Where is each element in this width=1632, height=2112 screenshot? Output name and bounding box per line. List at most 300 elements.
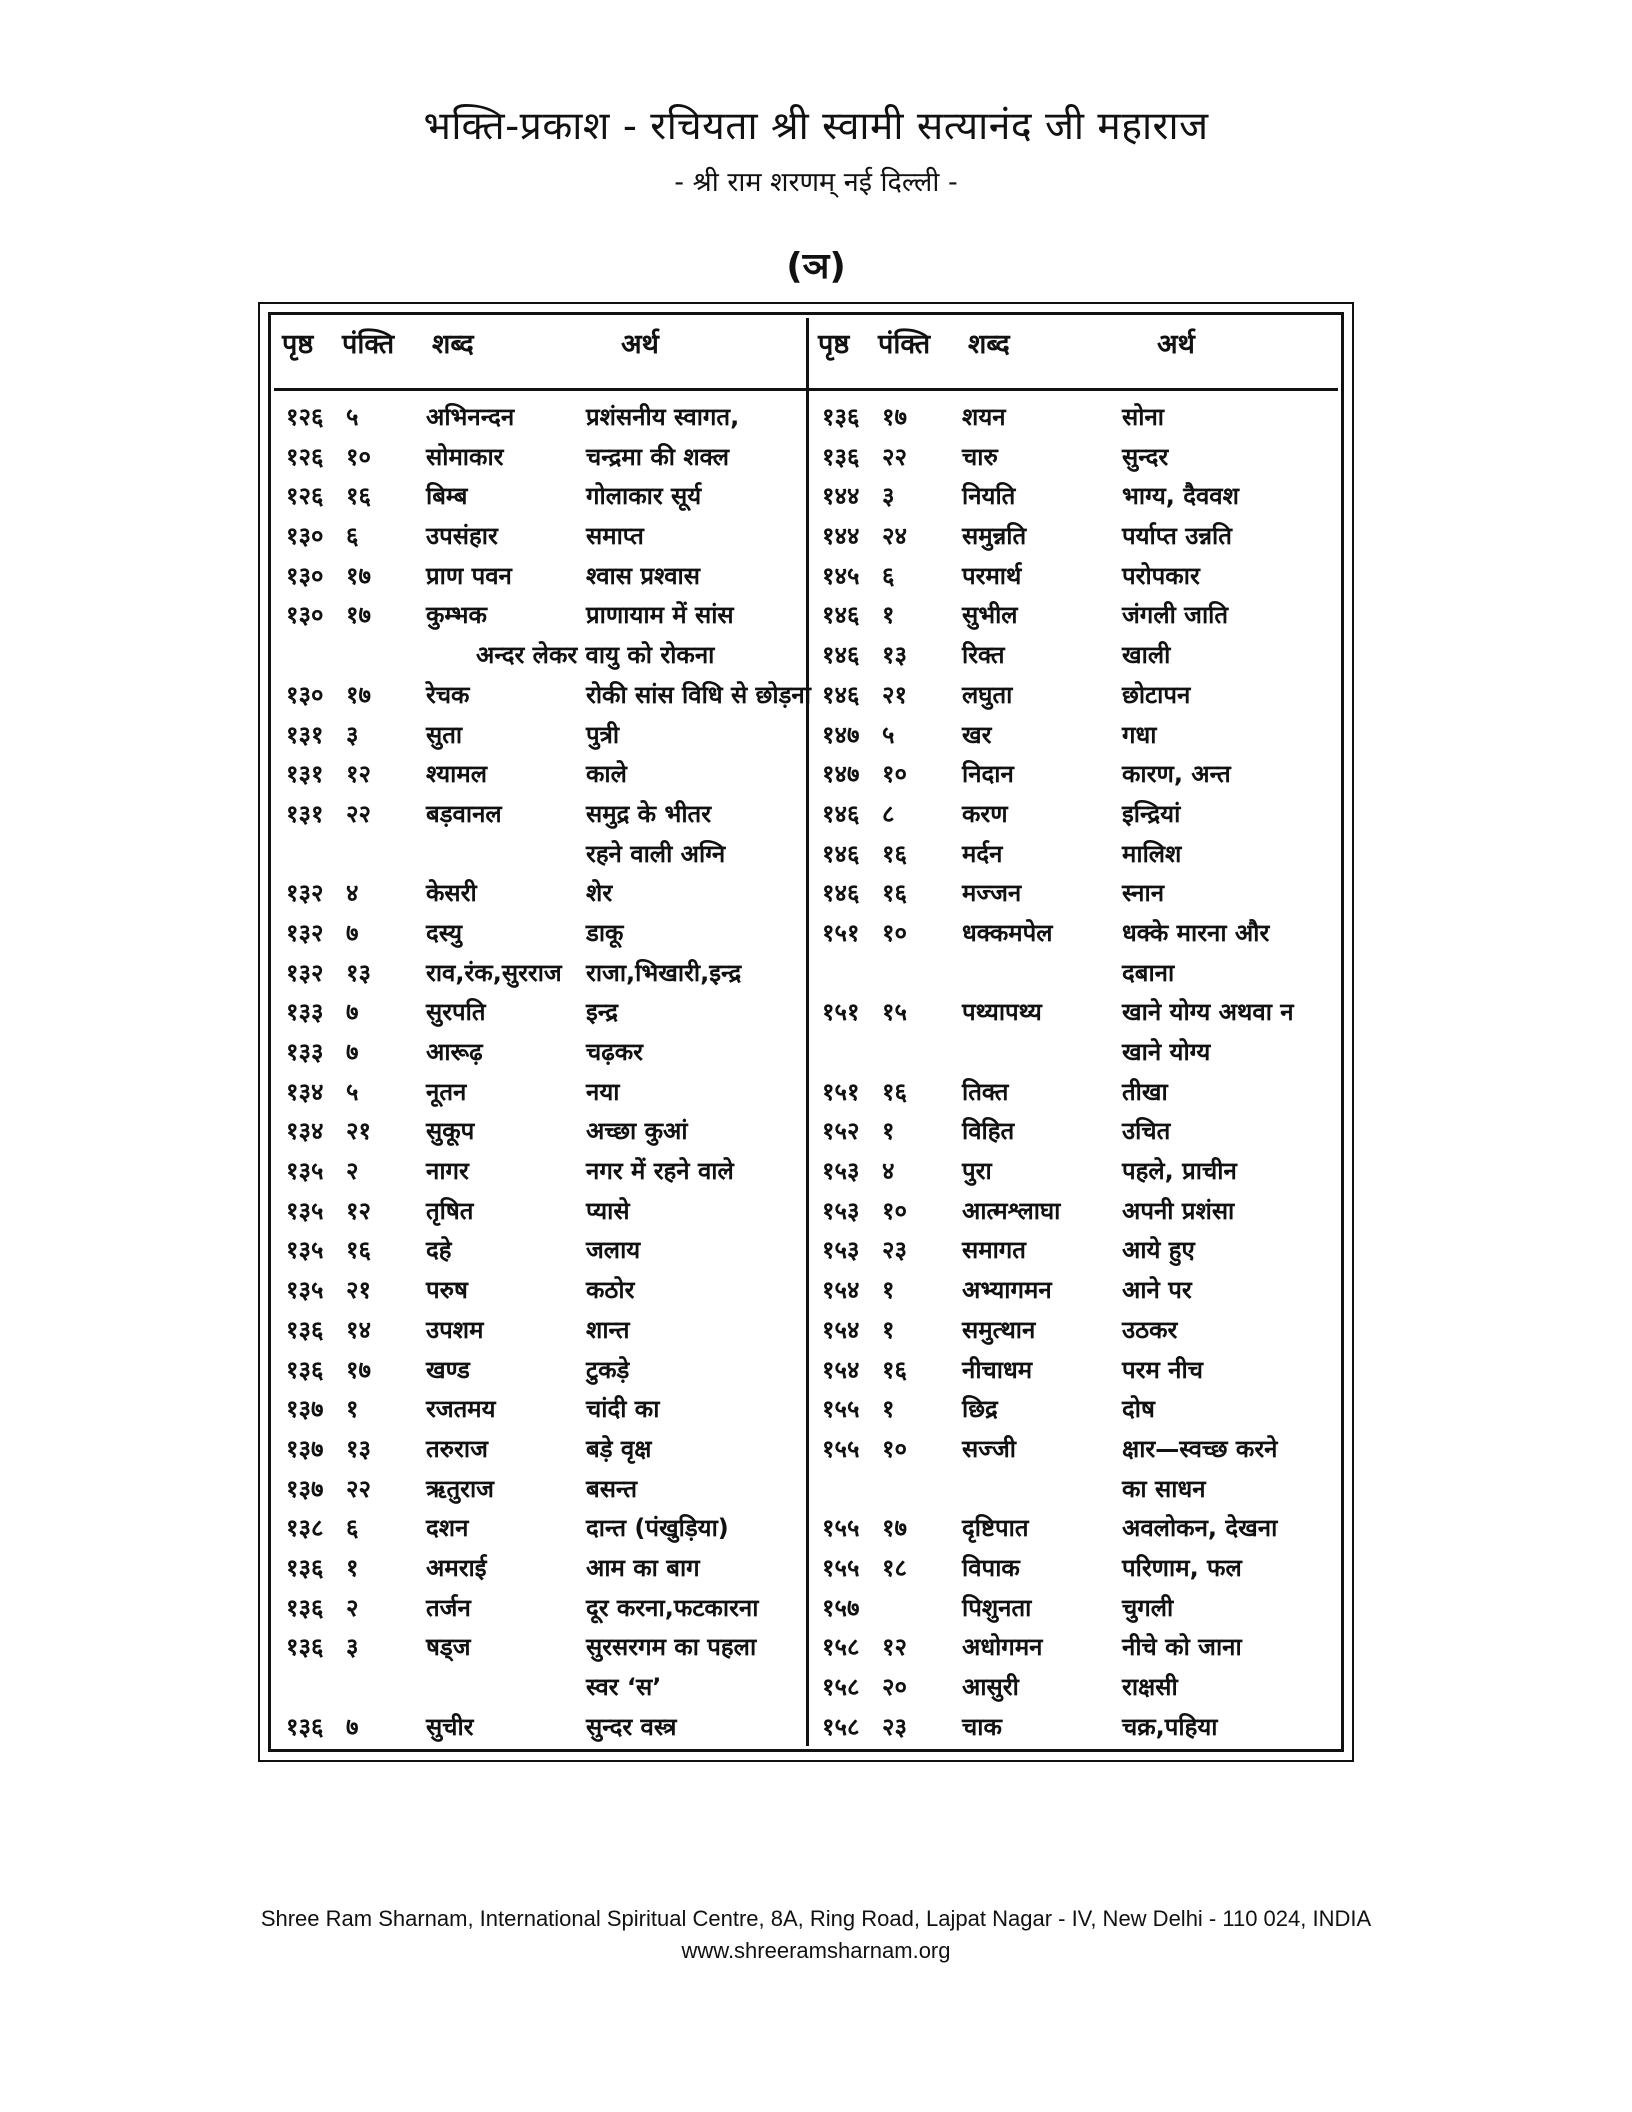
word-cell: सोमाकार: [426, 442, 504, 471]
line-cell: १: [882, 601, 895, 630]
table-row: [812, 670, 1337, 710]
line-cell: १: [882, 1276, 895, 1305]
page-title: भक्ति-प्रकाश - रचियता श्री स्वामी सत्यानंद जी महाराज: [423, 104, 1209, 149]
meaning-cell: कारण, अन्त: [1122, 760, 1231, 789]
meaning-cell: शेर: [586, 879, 613, 908]
word-cell: तिक्त: [962, 1077, 1009, 1106]
word-cell: समागत: [962, 1236, 1026, 1265]
meaning-cell: बड़े वृक्ष: [586, 1434, 652, 1463]
meaning-cell: दबाना: [1122, 958, 1175, 987]
page-cell: १५३: [822, 1236, 860, 1265]
header-word: शब्द: [968, 329, 1010, 360]
meaning-cell: नया: [586, 1077, 620, 1106]
page-subtitle: - श्री राम शरणम् नई दिल्ली -: [674, 167, 958, 198]
table-row: [812, 511, 1337, 551]
word-cell: चारु: [962, 442, 998, 471]
page-cell: १५५: [822, 1395, 860, 1424]
page-cell: १३६: [286, 1633, 324, 1662]
page-cell: १३१: [286, 799, 324, 828]
meaning-cell: डाकू: [586, 918, 624, 947]
meaning-cell: दूर करना,फटकारना: [586, 1593, 759, 1622]
table-row: [812, 1424, 1337, 1464]
meaning-cell: भाग्य, दैववश: [1122, 482, 1239, 511]
word-cell: कुम्भक: [426, 601, 487, 630]
table-row: [812, 1464, 1337, 1504]
page-cell: १३६: [286, 1593, 324, 1622]
line-cell: २१: [882, 680, 907, 709]
word-cell: अभ्यागमन: [962, 1276, 1052, 1305]
meaning-cell: चांदी का: [586, 1395, 660, 1424]
table-row: [276, 1662, 801, 1702]
meaning-cell: जंगली जाति: [1122, 601, 1229, 630]
column-divider: [806, 318, 809, 1746]
table-row: [812, 1027, 1337, 1067]
word-cell: विहित: [962, 1117, 1015, 1146]
table-row: [812, 1583, 1337, 1623]
line-cell: १७: [346, 601, 371, 630]
word-cell: दशन: [426, 1514, 469, 1543]
table-row: [276, 749, 801, 789]
header-line: पंक्ति: [342, 329, 395, 360]
page-cell: १५३: [822, 1157, 860, 1186]
table-row: [812, 749, 1337, 789]
page-cell: १५४: [822, 1276, 860, 1305]
table-row: [812, 1543, 1337, 1583]
meaning-cell: नीचे को जाना: [1122, 1633, 1242, 1662]
word-cell: छिद्र: [962, 1395, 998, 1424]
table-row: [812, 987, 1337, 1027]
meaning-cell: इन्द्र: [586, 998, 618, 1027]
line-cell: १०: [882, 1434, 907, 1463]
table-row: [812, 1702, 1337, 1742]
meaning-cell: पुत्री: [586, 720, 620, 749]
line-cell: १: [346, 1395, 359, 1424]
word-cell: नूतन: [426, 1077, 467, 1106]
meaning-cell: काले: [586, 760, 627, 789]
table-row: [276, 1543, 801, 1583]
line-cell: १६: [882, 1077, 907, 1106]
table-row: [276, 1345, 801, 1385]
meaning-cell: चक्र,पहिया: [1122, 1712, 1218, 1741]
line-cell: १६: [882, 879, 907, 908]
page-cell: १५७: [822, 1593, 860, 1622]
table-row: [812, 1345, 1337, 1385]
header-line: पंक्ति: [878, 329, 931, 360]
table-row: [276, 1384, 801, 1424]
word-cell: चाक: [962, 1712, 1002, 1741]
line-cell: १७: [346, 1355, 371, 1384]
page-cell: १३६: [286, 1712, 324, 1741]
table-row: [812, 948, 1337, 988]
page-cell: १४७: [822, 720, 860, 749]
meaning-cell: पर्याप्त उन्नति: [1122, 522, 1232, 551]
word-cell: केसरी: [426, 879, 477, 908]
line-cell: ५: [346, 403, 359, 431]
table-row: [812, 1225, 1337, 1265]
meaning-cell: राजा,भिखारी,इन्द्र: [586, 958, 742, 987]
word-cell: सुता: [426, 720, 463, 749]
table-row: [812, 1265, 1337, 1305]
word-cell: दस्यु: [426, 918, 462, 947]
meaning-cell: इन्द्रियां: [1122, 799, 1181, 828]
meaning-cell: परम नीच: [1122, 1355, 1203, 1384]
table-row: [812, 471, 1337, 511]
meaning-cell: उचित: [1122, 1117, 1171, 1146]
page-cell: १४६: [822, 879, 860, 908]
page-cell: १३८: [286, 1514, 324, 1543]
line-cell: ३: [346, 720, 359, 749]
line-cell: २: [346, 1157, 359, 1186]
page-cell: १४५: [822, 561, 860, 590]
header-page: पृष्ठ: [818, 329, 850, 360]
line-cell: ८: [882, 799, 895, 828]
table-row: [276, 1067, 801, 1107]
line-cell: ७: [346, 998, 359, 1027]
meaning-cell: सुरसरगम का पहला: [586, 1633, 757, 1662]
page-cell: १३१: [286, 720, 324, 749]
table-row: [276, 1464, 801, 1504]
table-row: [812, 1186, 1337, 1226]
section-mark: (ञ): [786, 246, 846, 287]
meaning-cell: खाली: [1122, 641, 1171, 670]
meaning-cell: अच्छा कुआं: [586, 1117, 688, 1146]
table-row: [276, 908, 801, 948]
line-cell: २१: [346, 1276, 371, 1305]
page-cell: १३३: [286, 998, 324, 1027]
word-cell: मर्दन: [962, 839, 1003, 868]
page-cell: १३२: [286, 958, 324, 987]
word-cell: आरूढ़: [426, 1038, 483, 1066]
line-cell: २३: [882, 1712, 907, 1741]
page-cell: १४६: [822, 601, 860, 630]
word-cell: तृषित: [426, 1196, 474, 1225]
page-cell: १३०: [286, 522, 324, 551]
line-cell: १: [882, 1117, 895, 1146]
header-meaning: अर्थ: [621, 329, 659, 360]
column-header: [812, 324, 1337, 374]
table-row: [812, 1146, 1337, 1186]
line-cell: १८: [882, 1553, 907, 1582]
line-cell: १०: [882, 1196, 907, 1225]
table-row: [276, 1225, 801, 1265]
word-cell: सज्जी: [962, 1434, 1016, 1463]
page-cell: १३५: [286, 1157, 324, 1186]
page-cell: १३५: [286, 1236, 324, 1265]
meaning-cell: चढ़कर: [586, 1038, 643, 1066]
meaning-cell: जलाय: [586, 1236, 641, 1265]
page-cell: १५८: [822, 1673, 860, 1701]
word-cell: परमार्थ: [962, 561, 1022, 590]
table-row: [812, 1305, 1337, 1345]
footer-url: www.shreeramsharnam.org: [681, 1938, 951, 1963]
page-cell: १३०: [286, 601, 324, 630]
word-cell: लघुता: [962, 680, 1013, 709]
meaning-cell: मालिश: [1122, 839, 1182, 868]
page-cell: १३५: [286, 1196, 324, 1225]
line-cell: १६: [882, 1355, 907, 1384]
page-cell: १५८: [822, 1633, 860, 1662]
line-cell: १६: [346, 1236, 371, 1265]
meaning-cell: प्रशंसनीय स्वागत,: [586, 403, 740, 431]
page-cell: १५२: [822, 1117, 860, 1146]
table-row: [276, 1503, 801, 1543]
meaning-cell: कठोर: [586, 1276, 635, 1305]
meaning-cell: समाप्त: [586, 522, 644, 551]
page-cell: १५४: [822, 1355, 860, 1384]
line-cell: ७: [346, 1038, 359, 1066]
meaning-cell: गोलाकार सूर्य: [586, 482, 702, 511]
line-cell: १६: [882, 839, 907, 868]
word-cell: विपाक: [962, 1553, 1020, 1582]
header-word: शब्द: [432, 329, 474, 360]
meaning-cell: चुगली: [1122, 1593, 1174, 1622]
line-cell: १०: [346, 442, 371, 471]
table-row: [276, 1146, 801, 1186]
line-cell: १२: [346, 1196, 371, 1225]
line-cell: १७: [882, 403, 907, 431]
page-cell: १४४: [822, 482, 860, 511]
meaning-cell: प्राणायाम में सांस: [586, 601, 734, 630]
page-cell: १४७: [822, 760, 860, 789]
meaning-cell: अवलोकन, देखना: [1122, 1514, 1278, 1543]
table-row: [812, 1503, 1337, 1543]
table-row: [276, 789, 801, 829]
line-cell: १६: [346, 482, 371, 511]
header-rule: [274, 388, 1338, 391]
table-row: [276, 948, 801, 988]
line-cell: १: [882, 1395, 895, 1424]
word-cell: आसुरी: [962, 1673, 1019, 1701]
table-row: [812, 551, 1337, 591]
page-cell: १४६: [822, 641, 860, 670]
meaning-cell: आने पर: [1122, 1276, 1192, 1305]
page-cell: १३६: [286, 1355, 324, 1384]
word-cell: श्यामल: [426, 760, 487, 789]
word-cell: अधोगमन: [962, 1633, 1043, 1662]
table-row: [276, 1424, 801, 1464]
page-cell: १५५: [822, 1553, 860, 1582]
line-cell: २१: [346, 1117, 371, 1146]
meaning-cell: रहने वाली अग्नि: [586, 839, 726, 868]
table-row: [276, 670, 811, 710]
page-cell: १३०: [286, 680, 324, 709]
word-cell: राव,रंक,सुरराज: [426, 958, 562, 987]
word-cell: करण: [962, 799, 1008, 828]
meaning-cell: आम का बाग: [586, 1553, 700, 1582]
line-cell: २२: [346, 1474, 371, 1503]
page-cell: १३२: [286, 918, 324, 947]
line-cell: २: [346, 1593, 359, 1622]
line-cell: ५: [882, 720, 895, 749]
line-cell: ४: [346, 879, 359, 908]
line-cell: १०: [882, 918, 907, 947]
meaning-cell: दोष: [1122, 1395, 1155, 1424]
line-cell: १४: [346, 1315, 371, 1344]
meaning-cell: धक्के मारना और: [1122, 918, 1270, 947]
meaning-cell: छोटापन: [1122, 680, 1191, 709]
meaning-cell: पहले, प्राचीन: [1122, 1157, 1237, 1186]
line-cell: १३: [346, 1434, 371, 1463]
line-cell: २०: [882, 1673, 907, 1701]
line-cell: १०: [882, 760, 907, 789]
line-cell: १७: [346, 680, 371, 709]
table-row: [812, 789, 1337, 829]
word-cell: प्राण पवन: [426, 561, 512, 590]
line-cell: १३: [346, 958, 371, 987]
line-cell: २२: [346, 799, 371, 828]
word-cell: नीचाधम: [962, 1355, 1033, 1384]
word-cell: पुरा: [962, 1157, 992, 1186]
word-cell: षड्ज: [426, 1633, 471, 1662]
word-cell: धक्कमपेल: [962, 918, 1053, 947]
word-cell: शयन: [962, 403, 1006, 431]
word-cell: परुष: [426, 1276, 468, 1305]
line-cell: ३: [882, 482, 895, 511]
word-cell: तरुराज: [426, 1434, 488, 1463]
page-cell: १४६: [822, 839, 860, 868]
glossary-column-left: [276, 329, 811, 1741]
word-cell: आत्मश्लाघा: [962, 1196, 1061, 1225]
meaning-cell: प्यासे: [586, 1196, 630, 1225]
line-cell: २२: [882, 442, 907, 471]
page-cell: १३७: [286, 1434, 324, 1463]
table-row: [276, 1186, 801, 1226]
line-cell: २३: [882, 1236, 907, 1265]
table-row: [812, 630, 1337, 670]
word-cell: रजतमय: [426, 1395, 496, 1424]
line-cell: २४: [882, 522, 907, 551]
meaning-cell: स्वर ‘स’: [586, 1673, 662, 1701]
glossary-column-right: [812, 329, 1337, 1741]
table-row: [812, 1384, 1337, 1424]
meaning-cell: शान्त: [586, 1315, 630, 1344]
meaning-cell: श्वास प्रश्वास: [586, 561, 700, 590]
word-cell: खण्ड: [426, 1355, 470, 1384]
meaning-cell: सुन्दर वस्त्र: [586, 1712, 677, 1741]
meaning-cell: खाने योग्य: [1122, 1038, 1211, 1066]
page-cell: १४४: [822, 522, 860, 551]
line-cell: १५: [882, 998, 907, 1027]
header-page: पृष्ठ: [282, 329, 314, 360]
meaning-cell: गधा: [1122, 720, 1157, 749]
page-cell: १५५: [822, 1514, 860, 1543]
page-cell: १२६: [286, 442, 324, 471]
table-row: [276, 432, 801, 472]
table-row: [276, 829, 801, 869]
line-cell: १२: [346, 760, 371, 789]
meaning-cell: चन्द्रमा की शक्ल: [586, 442, 729, 471]
word-cell: बड़वानल: [426, 799, 502, 828]
word-cell: दृष्टिपात: [962, 1514, 1029, 1543]
word-cell: खर: [962, 720, 992, 749]
table-row: [276, 392, 801, 432]
page-cell: १२६: [286, 403, 324, 431]
word-cell: पथ्यापथ्य: [962, 998, 1042, 1027]
meaning-cell: खाने योग्य अथवा न: [1122, 998, 1294, 1027]
line-cell: ६: [882, 561, 895, 590]
table-row: [276, 1305, 801, 1345]
word-cell: ऋतुराज: [426, 1474, 494, 1503]
table-row: [812, 590, 1337, 630]
table-row: [812, 868, 1337, 908]
page-cell: १३२: [286, 879, 324, 908]
word-cell: सुभील: [962, 601, 1018, 630]
table-row: [276, 1265, 801, 1305]
page-cell: १३५: [286, 1276, 324, 1305]
table-row: [276, 987, 801, 1027]
page-cell: १२६: [286, 482, 324, 511]
line-cell: १: [346, 1553, 359, 1582]
meaning-cell: अन्दर लेकर वायु को रोकना: [476, 641, 715, 670]
word-cell: समुन्नति: [962, 522, 1027, 551]
meaning-cell: दान्त (पंखुड़िया): [586, 1514, 729, 1543]
word-cell: बिम्ब: [426, 482, 468, 511]
page-cell: १३६: [286, 1315, 324, 1344]
line-cell: ४: [882, 1157, 895, 1186]
table-row: [276, 471, 801, 511]
table-row: [276, 511, 801, 551]
column-header: [276, 324, 801, 374]
word-cell: दहे: [426, 1236, 452, 1265]
table-row: [812, 432, 1337, 472]
table-row: [276, 1622, 801, 1662]
page-cell: १३६: [822, 403, 860, 431]
footer-address: Shree Ram Sharnam, International Spiritual Centre, 8A, Ring Road, Lajpat Nagar - IV, New Delhi - 110 024, INDIA: [260, 1906, 1372, 1931]
line-cell: १७: [882, 1514, 907, 1543]
meaning-cell: समुद्र के भीतर: [586, 799, 712, 828]
line-cell: ६: [346, 1514, 359, 1543]
page-cell: १३४: [286, 1117, 324, 1146]
word-cell: मज्जन: [962, 879, 1022, 908]
page-cell: १३७: [286, 1474, 324, 1503]
word-cell: समुत्थान: [962, 1315, 1036, 1344]
word-cell: तर्जन: [426, 1593, 471, 1622]
page-cell: १५१: [822, 1077, 860, 1106]
word-cell: सुरपति: [426, 998, 486, 1027]
page-cell: १५३: [822, 1196, 860, 1225]
meaning-cell: आये हुए: [1122, 1236, 1195, 1265]
table-row: [812, 1067, 1337, 1107]
table-row: [276, 868, 801, 908]
word-cell: सुकूप: [426, 1117, 475, 1146]
word-cell: उपसंहार: [426, 522, 498, 551]
table-row: [812, 1106, 1337, 1146]
table-row: [276, 551, 801, 591]
line-cell: १३: [882, 641, 907, 670]
line-cell: १७: [346, 561, 371, 590]
page-cell: १३७: [286, 1395, 324, 1424]
table-row: [812, 1662, 1337, 1702]
meaning-cell: रोकी सांस विधि से छोड़ना: [586, 680, 811, 709]
meaning-cell: बसन्त: [586, 1474, 637, 1503]
table-row: [276, 1027, 801, 1067]
meaning-cell: सुन्दर: [1122, 442, 1169, 471]
table-row: [812, 392, 1337, 432]
line-cell: १: [882, 1315, 895, 1344]
page-cell: १५१: [822, 998, 860, 1027]
table-row: [276, 1583, 801, 1623]
table-row: [276, 1106, 801, 1146]
meaning-cell: सोना: [1122, 403, 1164, 431]
word-cell: रेचक: [426, 680, 470, 709]
word-cell: पिशुनता: [962, 1593, 1032, 1622]
page-cell: १४६: [822, 680, 860, 709]
meaning-cell: राक्षसी: [1122, 1673, 1178, 1701]
table-row: [276, 1702, 801, 1742]
meaning-cell: क्षार—स्वच्छ करने: [1122, 1434, 1278, 1463]
page-cell: १३०: [286, 561, 324, 590]
line-cell: ७: [346, 1712, 359, 1741]
